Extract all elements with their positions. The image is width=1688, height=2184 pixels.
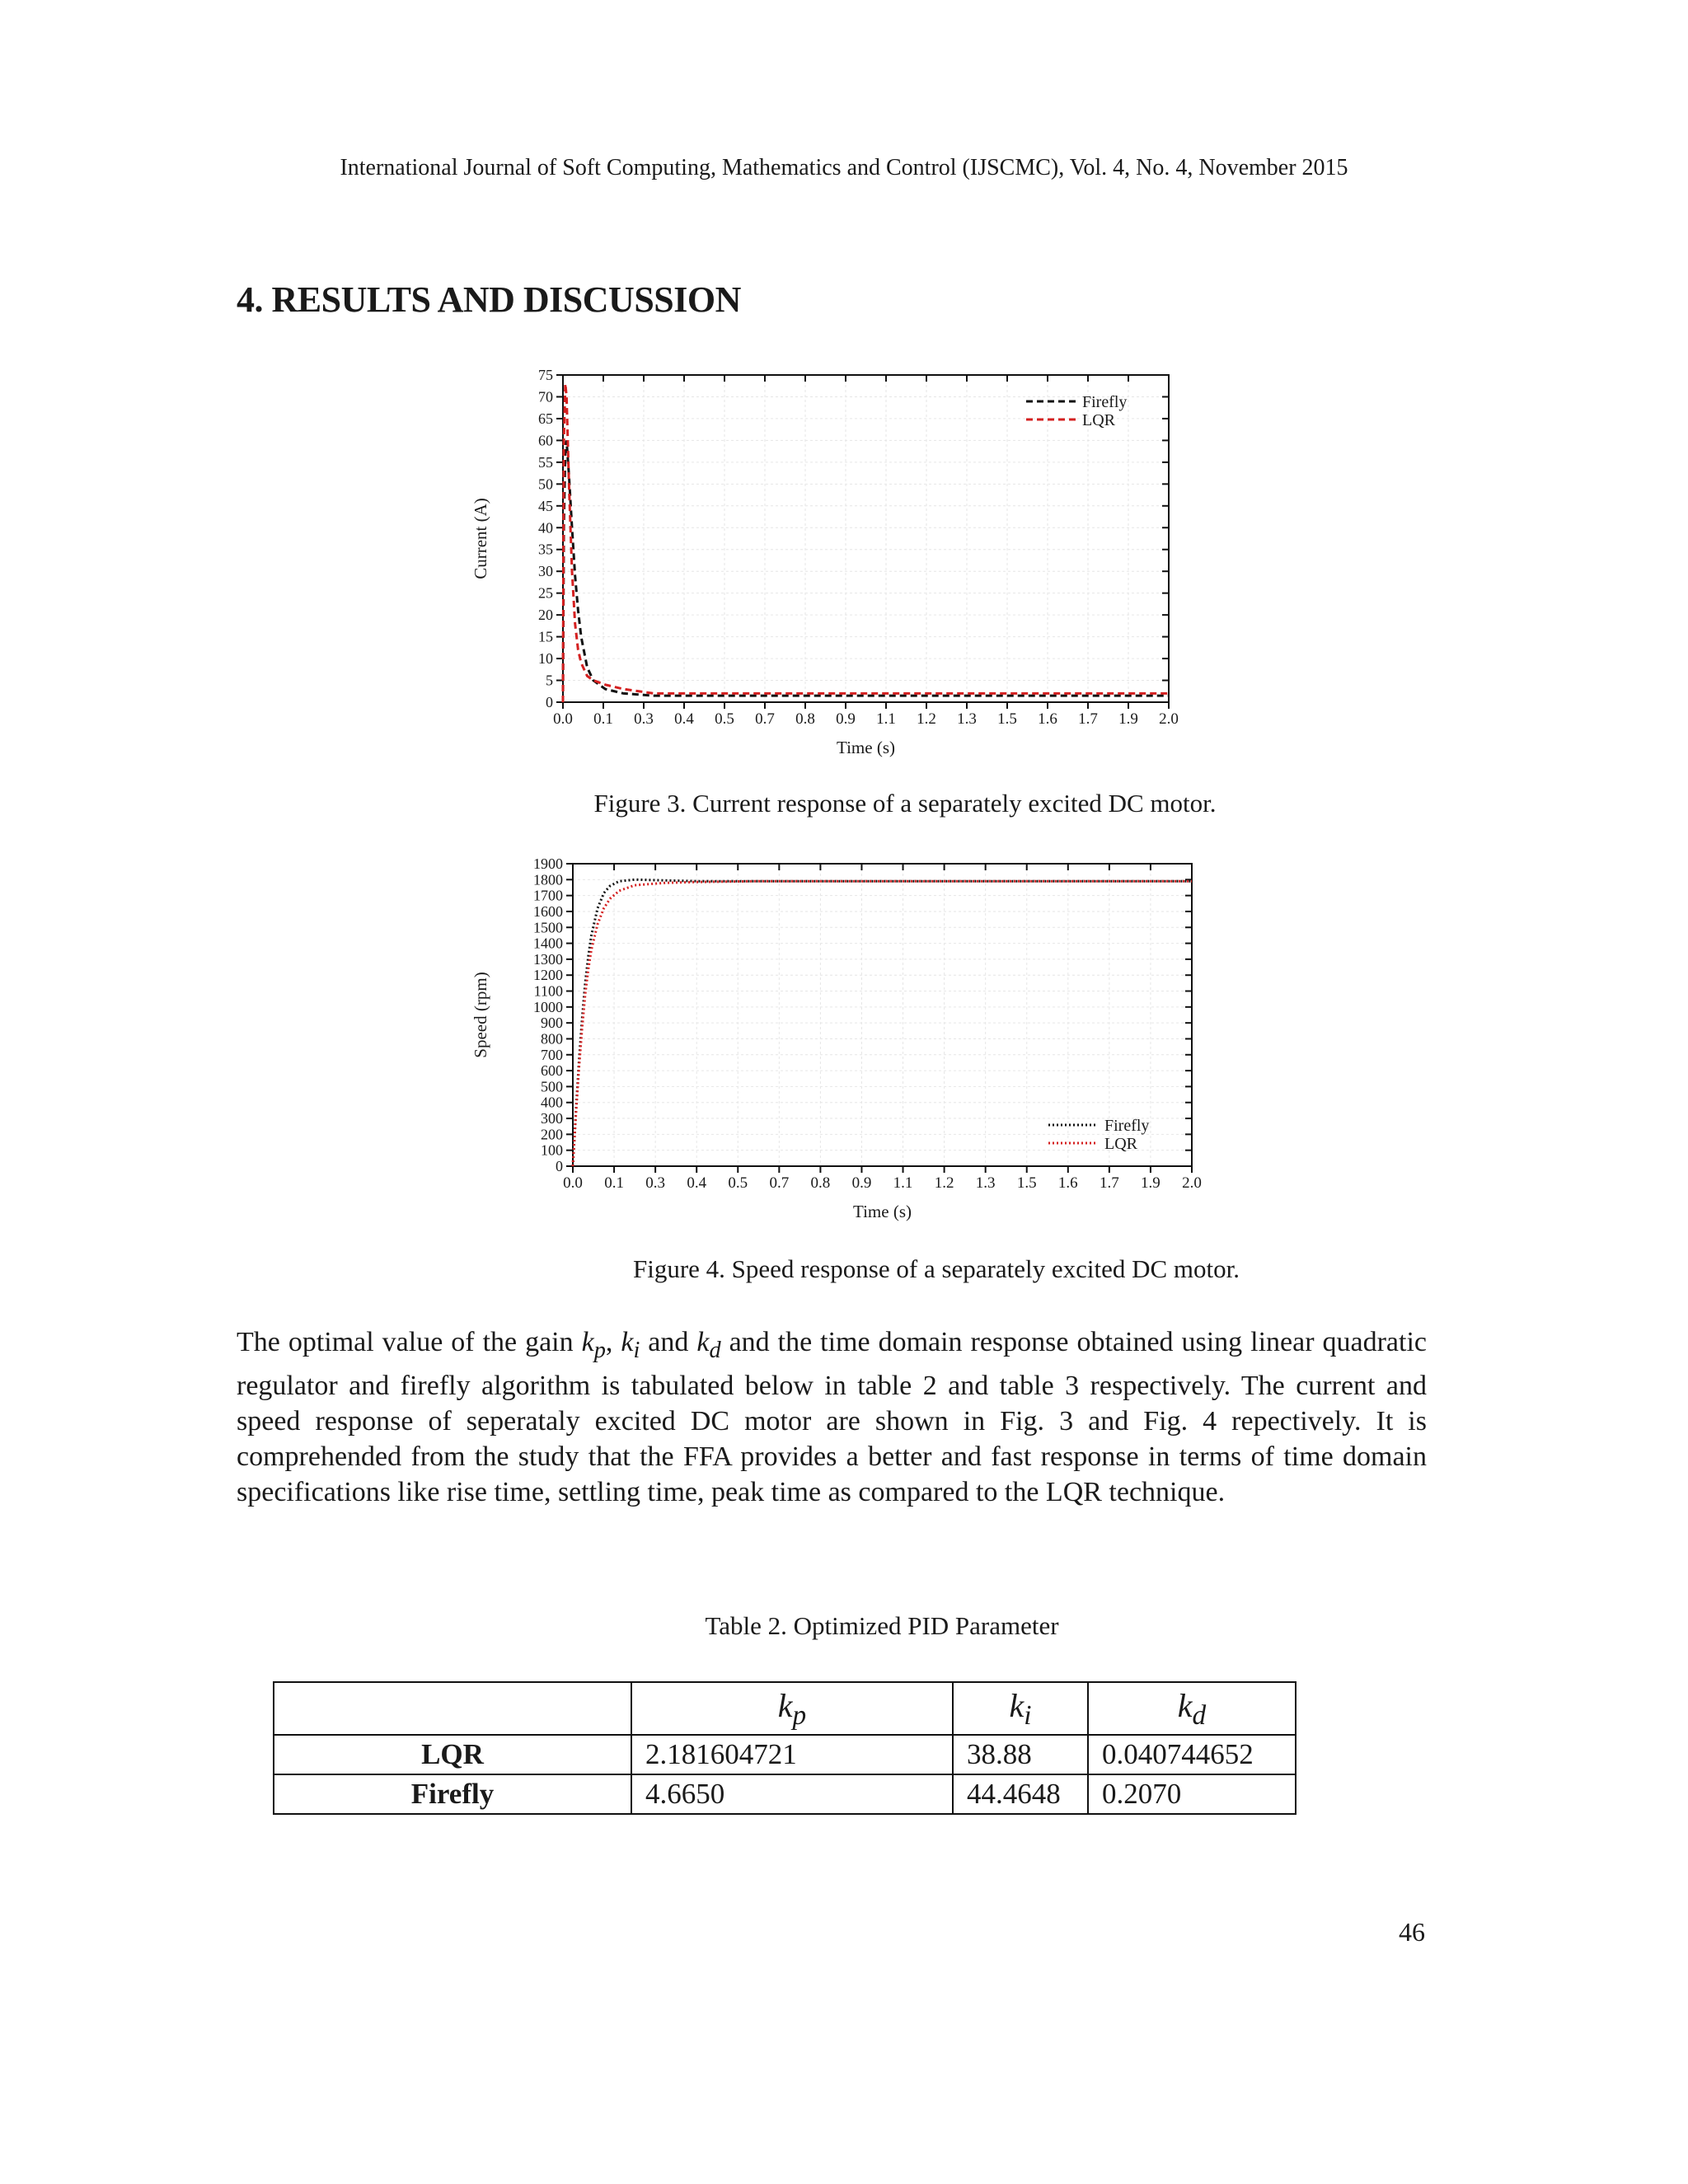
y-tick-label: 50 [538,476,553,493]
y-axis-label: Current (A) [471,498,490,579]
kp-value: 4.6650 [631,1774,953,1814]
y-tick-label: 1000 [533,998,563,1015]
table-row [274,1774,1296,1814]
x-tick-label: 0.7 [755,710,775,728]
x-tick-label: 0.8 [810,1174,831,1192]
ki-value: 38.88 [953,1735,1088,1774]
x-tick-label: 1.3 [957,710,977,728]
series-line-lqr [573,881,1192,1166]
x-axis-label: Time (s) [837,738,895,757]
y-axis-label: Speed (rpm) [471,972,490,1058]
y-tick-label: 200 [541,1126,563,1143]
y-tick-label: 900 [541,1015,563,1032]
y-tick-label: 800 [541,1030,563,1047]
speed-response-chart [462,849,1220,1228]
kp-symbol: $k_p$ [581,1327,606,1363]
x-tick-label: 1.6 [1057,1174,1078,1192]
figure3-caption: Figure 3. Current response of a separately excited DC motor. [593,789,1217,818]
paragraph-text-1: The optimal value of the gain [237,1327,582,1357]
y-tick-label: 1500 [533,919,563,936]
legend-label: Firefly [1104,1117,1150,1135]
y-tick-label: 1800 [533,871,563,888]
row-label: Firefly [274,1774,631,1814]
x-tick-label: 0.7 [769,1174,790,1192]
paragraph-text-3: and [640,1327,697,1357]
y-tick-label: 35 [538,541,553,558]
body-paragraph [237,1324,1427,1510]
kd-symbol: $k_d$ [696,1327,721,1363]
x-tick-label: 1.1 [876,710,896,728]
y-tick-label: 1300 [533,950,563,968]
y-tick-label: 1100 [533,982,563,1000]
y-tick-label: 300 [541,1110,563,1127]
header-kd: $k_d$ [1088,1682,1296,1735]
x-tick-label: 0.8 [795,710,815,728]
x-tick-label: 2.0 [1182,1174,1202,1192]
x-tick-label: 1.9 [1118,710,1138,728]
y-tick-label: 40 [538,519,553,537]
x-tick-label: 0.0 [553,710,573,728]
x-tick-label: 1.7 [1099,1174,1119,1192]
x-tick-label: 1.1 [893,1174,913,1192]
legend-label: LQR [1104,1135,1137,1153]
header-kp: $k_p$ [631,1682,953,1735]
y-tick-label: 30 [538,563,553,580]
x-tick-label: 1.9 [1141,1174,1160,1192]
y-tick-label: 1900 [533,855,563,872]
plot-frame [563,375,1169,702]
y-tick-label: 0 [546,694,553,710]
table-row [274,1735,1296,1774]
legend-label: LQR [1082,411,1115,429]
y-tick-label: 55 [538,453,553,471]
grid-lines [563,375,1169,702]
table-header-row [274,1682,1296,1735]
y-tick-label: 25 [538,584,553,602]
y-tick-label: 45 [538,497,553,514]
y-tick-label: 65 [538,410,553,427]
x-axis-label: Time (s) [853,1202,912,1221]
header-ki: $k_i$ [953,1682,1088,1735]
x-tick-label: 1.3 [975,1174,996,1192]
ki-symbol: $k_i$ [621,1327,640,1363]
x-tick-label: 0.3 [645,1174,666,1192]
page-number: 46 [1399,1917,1425,1947]
grid-lines [573,864,1192,1166]
y-tick-label: 1700 [533,887,563,904]
x-tick-label: 0.9 [851,1174,872,1192]
y-tick-label: 100 [541,1141,563,1159]
running-header: International Journal of Soft Computing, Mathematics and Control (IJSCMC), Vol. 4, No. 4, November 2015 [340,155,1348,180]
pid-parameter-table [273,1681,1296,1815]
current-response-chart [462,361,1203,765]
x-tick-label: 1.7 [1078,710,1098,728]
x-tick-label: 1.2 [934,1174,954,1192]
x-tick-label: 0.5 [715,710,734,728]
paragraph-text-4: and the time domain response obtained using linear quadratic regulator and firefly algorithm is tabulated below in table 2 and table 3 respectively. The current and speed response of seperataly excited DC motor are shown in Fig. 3 and Fig. 4 repectively. It is comprehended from the study that the FFA provides a better and fast response in terms of time domain specifications like rise time, settling time, peak time as compared to the LQR technique. [237,1327,1428,1507]
kd-value: 0.2070 [1088,1774,1296,1814]
plot-frame [573,864,1192,1166]
x-tick-label: 2.0 [1159,710,1179,728]
y-tick-label: 500 [541,1078,563,1095]
y-tick-label: 20 [538,607,553,624]
section-title: 4. RESULTS AND DISCUSSION [237,279,741,320]
header-empty-cell [274,1682,631,1735]
y-tick-label: 700 [541,1046,563,1063]
y-tick-label: 0 [556,1158,563,1174]
row-label: LQR [274,1735,631,1774]
ki-value: 44.4648 [953,1774,1088,1814]
x-tick-label: 1.6 [1038,710,1057,728]
paragraph-text-2: , [605,1327,621,1357]
kp-value: 2.181604721 [631,1735,953,1774]
kd-value: 0.040744652 [1088,1735,1296,1774]
figure4-caption: Figure 4. Speed response of a separately excited DC motor. [632,1254,1240,1283]
x-tick-label: 0.3 [634,710,654,728]
y-tick-label: 15 [538,628,553,645]
y-tick-label: 10 [538,650,553,668]
x-tick-label: 0.0 [563,1174,583,1192]
x-tick-label: 0.4 [687,1174,707,1192]
x-tick-label: 0.9 [836,710,856,728]
x-tick-label: 1.5 [1016,1174,1037,1192]
series-line-lqr [563,384,1169,702]
y-tick-label: 60 [538,432,553,449]
table2-caption: Table 2. Optimized PID Parameter [705,1611,1059,1640]
x-tick-label: 1.5 [997,710,1017,728]
y-tick-label: 400 [541,1094,563,1111]
y-tick-label: 1600 [533,902,563,920]
y-tick-label: 70 [538,388,553,405]
y-tick-label: 5 [546,672,553,689]
y-tick-label: 1200 [533,967,563,984]
x-tick-label: 0.1 [604,1174,624,1192]
y-tick-label: 600 [541,1062,563,1080]
x-tick-label: 0.5 [728,1174,748,1192]
x-tick-label: 0.1 [593,710,613,728]
x-tick-label: 0.4 [674,710,694,728]
y-tick-label: 75 [538,367,553,383]
y-tick-label: 1400 [533,935,563,952]
x-tick-label: 1.2 [917,710,936,728]
legend-label: Firefly [1082,393,1128,411]
